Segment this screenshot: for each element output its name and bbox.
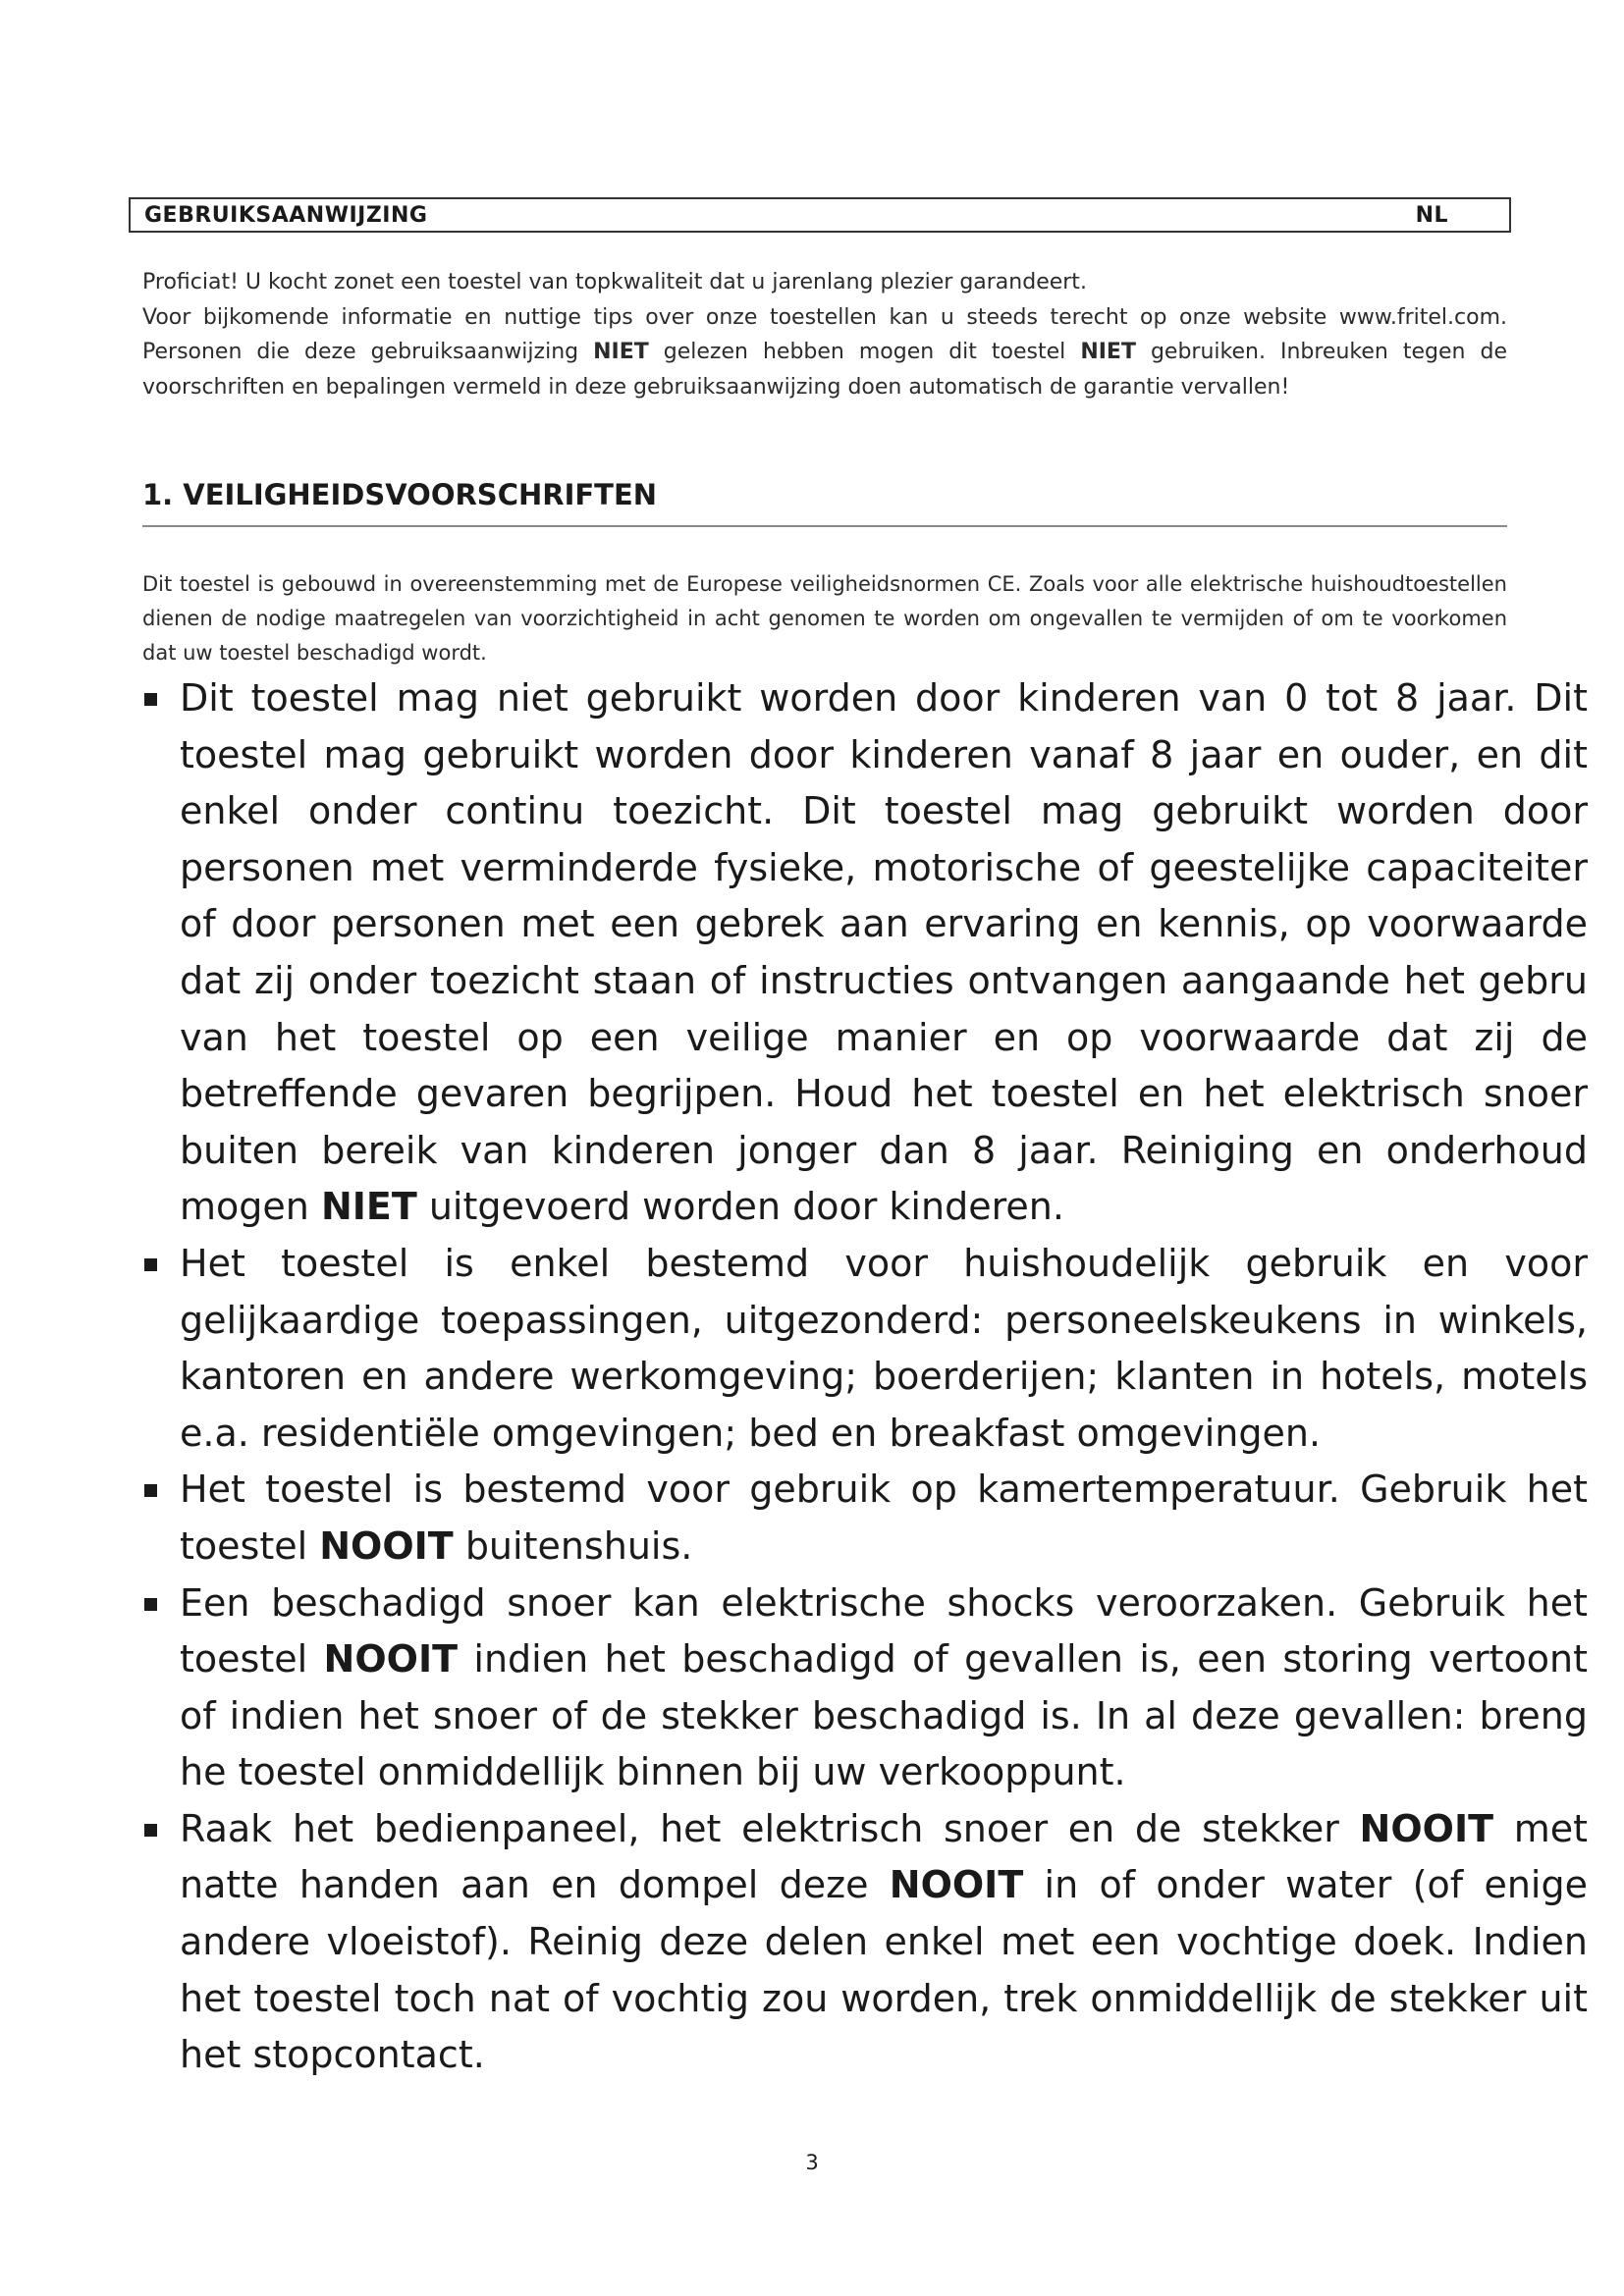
intro-text-a: Voor bijkomende informatie en nuttige tips over onze toestellen kan u steeds terecht op onze website www.fritel.com. Personen die deze gebruiksaanwijzing — [142, 304, 1507, 364]
bullet-text: indien het beschadigd of gevallen is, een storing vertoont of indien het snoer of de stekker beschadigd is. In al deze gevallen: breng he toestel onmiddellijk binnen bij uw verkooppunt. — [180, 1637, 1588, 1794]
header-title: GEBRUIKSAANWIJZING — [144, 202, 428, 228]
bullet-square-icon — [144, 1258, 157, 1271]
bullet-square-icon — [144, 693, 157, 706]
bullet-text: Het toestel is bestemd voor gebruik op kamertemperatuur. Gebruik het toestel — [180, 1468, 1588, 1568]
bullet-text: Een beschadigd snoer kan elektrische shocks veroorzaken. Gebruik het toestel — [180, 1580, 1588, 1682]
list-item — [142, 1462, 1588, 1575]
intro-text-e: gebruiken. Inbreuken tegen de voorschriften en bepalingen vermeld in deze gebruiksaanwijzing doen automatisch de garantie vervallen! — [142, 340, 1507, 400]
bullet-emphasis: NOOIT — [323, 1637, 459, 1682]
intro-paragraph — [142, 300, 1507, 405]
bullet-text: Het toestel is enkel bestemd voor huishoudelijk gebruik en voor gelijkaardige toepassingen, uitgezonderd: personeelskeukens in winkels, kantoren en andere werkomgeving; boerderijen; klanten in hotels, motels e.a. residentiële omgevingen; bed en breakfast omgevingen. — [180, 1241, 1588, 1455]
list-item — [142, 1801, 1588, 2084]
bullet-square-icon — [144, 1598, 157, 1611]
bullet-text: Dit toestel mag niet gebruikt worden door kinderen van 0 tot 8 jaar. Dit toestel mag gebruikt worden door kinderen vanaf 8 jaar en ouder, en dit enkel onder continu toezicht. Dit toestel mag gebruikt worden door personen met verminderde fysieke, motorische of geestelijke capaciteiter of door personen met een gebrek aan ervaring en kennis, op voorwaarde dat zij onder toezicht staan of instructies ontvangen aangaande het gebru van het toestel op een veilige manier en op voorwaarde dat zij de betreffende gevaren begrijpen. Houd het toestel en het elektrisch snoer buiten bereik van kinderen jonger dan 8 jaar. Reiniging en onderhoud mogen — [180, 676, 1588, 1229]
bullet-text: in of onder water (of enige andere vloeistof). Reinig deze delen enkel met een vochtige doek. Indien het toestel toch nat of vochtig zou worden, trek onmiddellijk de stekker uit het stopcontact. — [180, 1863, 1588, 2077]
section-intro: Dit toestel is gebouwd in overeenstemming met de Europese veiligheidsnormen CE. Zoals voor alle elektrische huishoudtoestellen dienen de nodige maatregelen van voorzichtigheid in acht genomen te worden om ongevallen te vermijden of om te voorkomen dat uw toestel beschadigd wordt. — [142, 572, 1507, 665]
section-title: 1. VEILIGHEIDSVOORSCHRIFTEN — [142, 478, 1507, 527]
bullet-text: met natte handen aan en dompel deze — [180, 1806, 1588, 1907]
intro-text — [142, 265, 1507, 404]
page-number: 3 — [805, 2151, 819, 2174]
bullet-emphasis: NIET — [320, 1185, 417, 1229]
bullet-emphasis: NOOIT — [319, 1523, 454, 1568]
safety-list — [142, 670, 1588, 2084]
list-item — [142, 1575, 1588, 1801]
intro-text-c: gelezen hebben mogen dit toestel — [648, 340, 1081, 364]
intro-emphasis-1: NIET — [593, 340, 649, 364]
page-header — [129, 197, 1511, 233]
bullet-square-icon — [144, 1484, 157, 1497]
list-item — [142, 1236, 1588, 1462]
bullet-emphasis: NOOIT — [1359, 1806, 1494, 1850]
bullet-square-icon — [144, 1824, 157, 1837]
intro-emphasis-2: NIET — [1080, 340, 1136, 364]
header-language: NL — [1415, 202, 1448, 228]
intro-line-1: Proficiat! U kocht zonet een toestel van topkwaliteit dat u jarenlang plezier garandeert. — [142, 270, 1087, 294]
bullet-text: Raak het bedienpaneel, het elektrisch snoer en de stekker — [180, 1806, 1360, 1850]
bullet-emphasis: NOOIT — [889, 1863, 1024, 1907]
bullet-text: buitenshuis. — [453, 1523, 693, 1568]
list-item — [142, 670, 1588, 1236]
bullet-text: uitgevoerd worden door kinderen. — [416, 1185, 1064, 1229]
